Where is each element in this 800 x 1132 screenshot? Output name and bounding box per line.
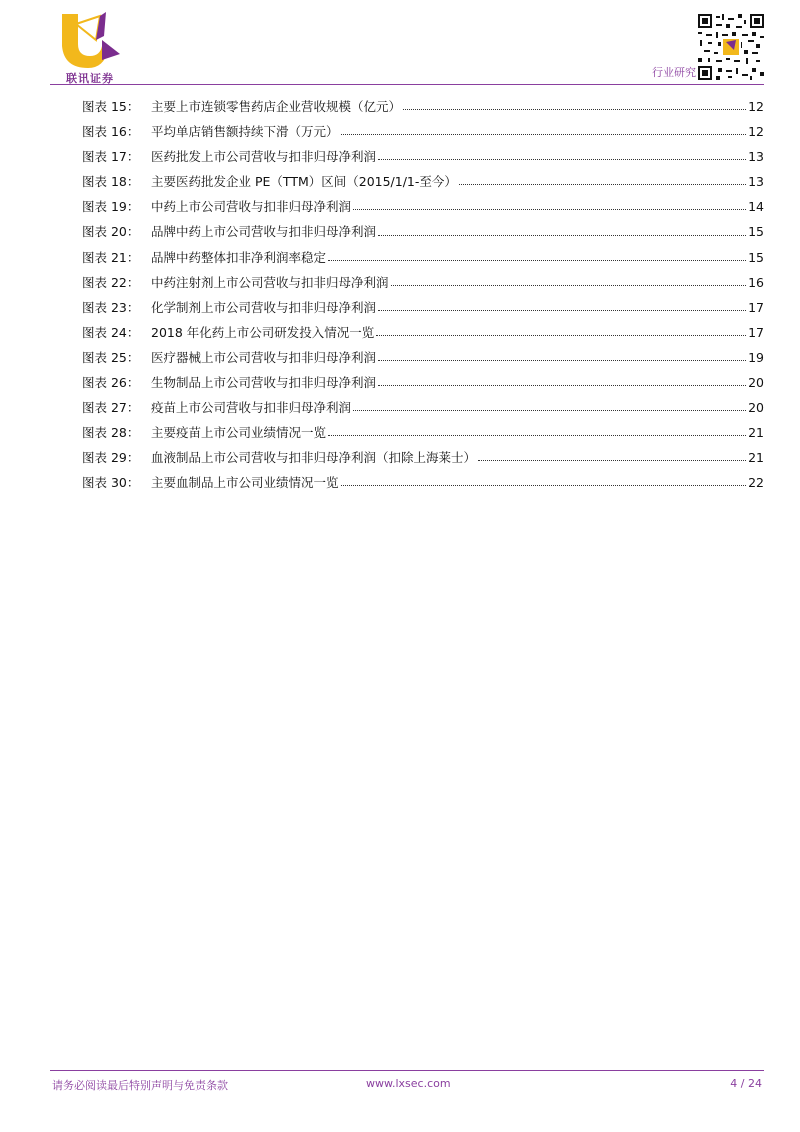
toc-figure-label: 图表 27： [82,400,140,416]
toc-figure-title[interactable]: 疫苗上市公司营收与扣非归母净利润 [151,400,352,416]
toc-figure-title[interactable]: 中药上市公司营收与扣非归母净利润 [151,199,352,215]
figure-list [82,94,764,496]
toc-figure-label: 图表 20： [82,224,140,240]
company-logo [50,10,130,85]
toc-row[interactable] [82,144,764,169]
toc-figure-title[interactable]: 主要血制品上市公司业绩情况一览 [151,475,339,491]
toc-figure-label: 图表 24： [82,324,140,340]
toc-leader-dots [353,209,746,210]
toc-figure-title[interactable]: 主要上市连锁零售药店企业营收规模（亿元） [151,99,402,114]
toc-leader-dots [391,285,747,286]
toc-figure-label: 图表 18： [82,174,140,190]
toc-leader-dots [328,435,746,436]
toc-figure-title[interactable]: 医疗器械上市公司营收与扣非归母净利润 [151,349,377,365]
toc-row[interactable] [82,94,764,119]
toc-leader-dots [328,260,746,261]
toc-figure-title[interactable]: 生物制品上市公司营收与扣非归母净利润 [151,375,377,391]
footer-website[interactable]: www.lxsec.com [366,1077,451,1090]
logo-text: 联讯证券 [66,72,114,85]
footer-divider [50,1070,764,1071]
toc-figure-label: 图表 30： [82,475,140,491]
toc-figure-label: 图表 17： [82,149,140,165]
toc-figure-title[interactable]: 品牌中药上市公司营收与扣非归母净利润 [151,224,377,240]
toc-leader-dots [376,335,746,336]
toc-figure-label: 图表 16： [82,124,140,140]
toc-row[interactable] [82,169,764,194]
toc-figure-label: 图表 25： [82,349,140,365]
toc-row[interactable] [82,245,764,270]
toc-figure-title[interactable]: 化学制剂上市公司营收与扣非归母净利润 [151,299,377,315]
toc-row[interactable] [82,370,764,395]
toc-leader-dots [378,159,746,160]
page-indicator: 4 / 24 [730,1077,762,1090]
toc-figure-label: 图表 28： [82,425,140,441]
toc-leader-dots [341,485,747,486]
toc-figure-title[interactable]: 主要疫苗上市公司业绩情况一览 [151,425,327,441]
toc-figure-label: 图表 23： [82,299,140,315]
toc-figure-label: 图表 22： [82,274,140,290]
toc-figure-label: 图表 19： [82,199,140,215]
toc-page-number[interactable]: 13 [748,174,764,190]
toc-leader-dots [378,310,746,311]
toc-figure-label: 图表 26： [82,375,140,391]
toc-page-number[interactable]: 13 [748,149,764,165]
toc-figure-title[interactable]: 平均单店销售额持续下滑（万元） [151,124,339,140]
toc-row[interactable] [82,445,764,470]
toc-row[interactable] [82,270,764,295]
toc-leader-dots [403,109,746,110]
toc-row[interactable] [82,345,764,370]
toc-figure-title[interactable]: 中药注射剂上市公司营收与扣非归母净利润 [151,274,389,290]
toc-leader-dots [353,410,746,411]
toc-page-number[interactable]: 12 [748,99,764,114]
toc-page-number[interactable]: 14 [748,199,764,215]
toc-leader-dots [378,235,746,236]
header-divider [50,84,764,85]
toc-page-number[interactable]: 20 [748,375,764,391]
toc-figure-title[interactable]: 2018 年化药上市公司研发投入情况一览 [151,324,375,340]
toc-row[interactable] [82,420,764,445]
toc-leader-dots [378,385,746,386]
toc-row[interactable] [82,295,764,320]
toc-row[interactable] [82,119,764,144]
toc-row[interactable] [82,470,764,495]
toc-page-number[interactable]: 15 [748,224,764,240]
toc-figure-title[interactable]: 主要医药批发企业 PE（TTM）区间（2015/1/1-至今） [151,174,457,190]
toc-page-number[interactable]: 21 [748,425,764,441]
toc-page-number[interactable]: 16 [748,274,764,290]
toc-row[interactable] [82,194,764,219]
toc-leader-dots [341,134,747,135]
section-label: 行业研究 [652,66,696,79]
toc-leader-dots [459,184,746,185]
toc-figure-title[interactable]: 血液制品上市公司营收与扣非归母净利润（扣除上海莱士） [151,450,477,466]
toc-page-number[interactable]: 22 [748,475,764,491]
toc-page-number[interactable]: 21 [748,450,764,466]
toc-page-number[interactable]: 12 [748,124,764,140]
toc-leader-dots [478,460,746,461]
toc-page-number[interactable]: 17 [748,324,764,340]
toc-figure-title[interactable]: 医药批发上市公司营收与扣非归母净利润 [151,149,377,165]
toc-page-number[interactable]: 17 [748,299,764,315]
footer-disclaimer: 请务必阅读最后特别声明与免责条款 [52,1079,228,1092]
toc-page-number[interactable]: 15 [748,249,764,265]
toc-figure-label: 图表 29： [82,450,140,466]
qr-code-icon [698,14,764,80]
toc-page-number[interactable]: 19 [748,349,764,365]
toc-figure-title[interactable]: 品牌中药整体扣非净利润率稳定 [151,249,327,265]
toc-row[interactable] [82,395,764,420]
logo-mark-icon [56,10,124,70]
toc-leader-dots [378,360,746,361]
toc-row[interactable] [82,320,764,345]
toc-figure-label: 图表 21： [82,249,140,265]
toc-page-number[interactable]: 20 [748,400,764,416]
toc-figure-label: 图表 15： [82,99,140,114]
toc-row[interactable] [82,219,764,244]
